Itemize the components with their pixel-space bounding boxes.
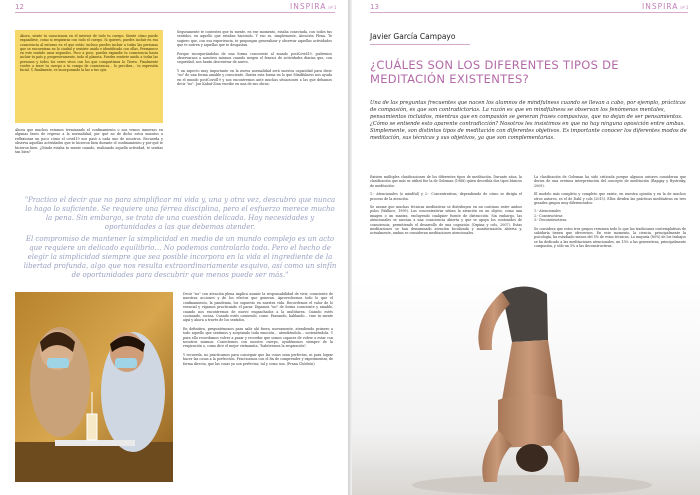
left-col3-paragraph-3: Y recuerda, no practicamos para conseguir que las cosas sean perfectas, ni para lograr hacer las cosas a la perfección. Practicamos con el fin de comprender y experimentar, de forma directa, que las cosas ya son perfectas, tal y como son. (Prana Chödrön)	[183, 352, 333, 366]
right-page-number: 13	[370, 3, 379, 11]
right-col1-paragraph-1: Existen múltiples clasificaciones de los diferentes tipos de meditación. Durante años, la clasificación que más se utilizó fue la de Goleman (1988) quien describía dos tipos básicos de meditación:	[370, 175, 522, 188]
sidebar-text: Ahora, siente tu consciencia en el interior de todo tu cuerpo. Siente cómo puede expandirse, como si respiraras con todo el cuerpo. Si quieres, puedes incluir en esa consciencia al entorno en el que estás: incluso puedes incluir a todas las personas que se encuentran en la ciudad y sentirte unido e identificado con ellas. Permanece en este sentido unos segundos. Poco a poco, puedes expandir tu consciencia hasta incluir tu país y, progresivamente, todo el planeta. Puedes sentirte unido a todas las personas y todos los seres vivos con los que compartimos la Tierra. Finalmente vuelve a traer tu cuerpo a tu campo de consciencia… lo percibes… tu expresión facial. Y, finalmente, ve incorporando la luz a tus ojos.	[20, 34, 158, 73]
right-header-rule	[370, 12, 688, 13]
right-magazine-name: INSPIRA	[642, 2, 679, 11]
right-magazine-header	[642, 2, 689, 11]
yoga-headstand-photo	[352, 280, 700, 495]
right-col1-paragraph-3: Se asume que muchas técnicas meditativas se distribuyen en un continuo entre ambos polos (Wallace, 1999). Las concentrativas sitúan la atención en un objeto, como una imagen o un mantra, excluyendo cualquier fuente de distracción. Sin embargo, las atencionales se asocian a una consciencia abierta y que se apoya los contenidos de consciencia, permitiendo el desarrollo de una cognición (Ospina y cols, 2007). Estas meditaciones se han denominado atención focalizada y monitorización abierta y, actualmente, ambas se consideran meditaciones atencionales.	[370, 205, 522, 236]
article-lead: Una de las preguntas frecuentes que nacen los alumnos de mindfulness cuando se llevan a cabo, por ejemplo, prácticas de compasión, es que son contradictorias. La razón es que en mindfulness se observan los fenómenos mentales, pensamientos incluidos, mientras que en compasión se generan frases compasivas, que no dejan de ser pensamientos. ¿Cómo se entiende esto aparente contradicción? Nosotros les insistimos en que no hay ninguna oposición entre ambas. Simplemente, son distintos tipos de meditación con diferentes objetivos. Es importante conocer los diferentes modos de meditación, sus técnicas y sus objetivos, ya que son complementarias.	[370, 100, 687, 141]
quote-paragraph-1: "Practico el decir que no para simplificar mi vida y, una y otra vez, descubro que nunca lo hago lo suficiente. Se requiere una férrea disciplina, pero el esfuerzo merece mucho la pena. Sin embargo, se trata de una cuestión delicada. Hay necesidades y oportunidades a las que debemos atender.	[24, 196, 336, 231]
pull-quote	[22, 196, 338, 283]
left-magazine-name: INSPIRA	[290, 2, 327, 11]
left-col3-paragraph-1: Decir "no" con atención plena implica asumir la responsabilidad de vivir, consciente de nuestras acciones y de los efectos que generan. Aprovechemos todo lo que el confinamiento, la pandemia, los supuesto en nuestra vida. Recordemos el valor de lo esencial y vigamos practicando el parar. Digamos "no" de forma consciente y amable, cuando nos encontremos de nuevo enganchados a la multitarea. Cuando estés cocinando, cocina. Cuando estés comiendo, come. Paseando, hablando… trae tu mente aquí y ahora a través de los sentidos.	[183, 292, 333, 323]
couple-masks-photo	[15, 292, 173, 482]
left-magazine-header	[290, 2, 337, 11]
article-title: ¿CUÁLES SON LOS DIFERENTES TIPOS DE MEDITACIÓN EXISTENTES?	[370, 58, 619, 86]
left-col1-paragraph: Ahora que muchos estamos terminando el confinamiento o nos vemos inmersos en algunas fases de regreso a la normalidad, por qué no de dicho estos minutos a reflexionar un poco cómo el covid19 nos pasó a cada uno de nosotros. Recuerda y observa aquellas actividades que te hicieron bien durante el confinamiento y por qué te hicieron bien. ¿Dónde estaba tu mente cuando, realizando aquella actividad, te sentías tan bien?	[15, 128, 163, 155]
left-page-number: 12	[15, 3, 24, 11]
right-col2-paragraph-2: El modelo más completo y completo que existe, en nuestra opinión y en la de muchos otros autores, es el de Dahl y cols (2015). Ellos dividen las prácticas meditativas en tres grandes grupos muy diferenciados:	[534, 192, 686, 206]
left-page	[0, 0, 348, 495]
quote-paragraph-2: El compromiso de mantener la simplicidad en medio de un mundo complejo es un acto que requiere un delicado equilibrio… No podemos controlarlo todo. Pero el hecho de elegir la simplicidad siempre que sea posible incorpora en la vida el ingrediente de la libertad profunda, algo que nos resulta extraordinariamente esquivo, así como un sinfín de oportunidades para descubrir que menos puede ser más."	[23, 235, 337, 279]
left-col2-paragraph-3: Y un aspecto muy importante en la nueva normalidad será nuestra capacidad para decir "no" de una forma amable y consciente. Ilustra esta forma en lo que Mindfulness nos ayuda en el mundo postCovid19 y nos encontremos ante muchas situaciones a las que debamos decir "no". Jon Kabat-Zinn escribe en una de sus obras:	[177, 68, 332, 87]
sidebar-meditation-box	[15, 30, 163, 123]
left-issue: nº 1	[328, 5, 337, 10]
right-col1-paragraph-2: 1.- Atencionales (o mindful) y 2.- Concentrativas, dependiendo de cómo se dirigía el proceso de la atención.	[370, 192, 522, 201]
right-col2-list: 1.- Atencionales 2.- Constructivas 3.- Deconstructivas.	[534, 209, 568, 223]
right-column-1	[370, 175, 522, 280]
left-header-rule	[15, 12, 335, 13]
left-column-1	[15, 128, 163, 190]
right-col2-paragraph-3: Se considera que estos tres grupos resumen todo lo que las tradiciones contemplativas de sabiduría tienen que ofrecernos. En este momento, la ciencia, principalmente la psicología, ha estudiado menos del 5% de estas técnicas. La mayoría (80%) de los trabajos se ha dedicado a las meditaciones atencionales, un 15% a las generativas, principalmente compasión, y sólo un 5% a las deconstructivas.	[534, 226, 686, 249]
left-col2-paragraph-2: Porque incorporándolas de una forma consciente al mundo postCovid19, podremos observarnos a nosotros mismos cuando surgen el fenesci de actividades diarias que, con seguridad, nos harán descentrar de nuevo.	[177, 51, 332, 65]
left-col3-paragraph-2: En definitiva, preguntémonos para salir ahí fuera, nuevamente, atendiendo primero a todo aquello que sentimos y aceptando toda emoción… atendiéndola… sosteniéndola. Y para ello recordamos volver a parar y recordar que somos capaces de volver a estar con nosotros mismos. Conectemos con nuestro cuerpo, ayudémonos siempre de la respiración o, como dice el mejor vietnamita, "habiteemos la respiración".	[183, 326, 333, 349]
right-column-2	[534, 175, 686, 280]
left-col2-paragraph-1: Seguramente te contestes que tu mente, en ese momento, estaba conectada, con todos tus sentidos, en aquello que estabas haciendo. Y eso es, simplemente, Atención Plena. Te sugiero que, con esa experiencia, te propongas generalizar y observar aquellas actividades que te nutren y aquellas que te desgastan.	[177, 30, 332, 48]
right-page	[352, 0, 700, 495]
author-rule	[370, 44, 470, 45]
author-name: Javier García Campayo	[370, 32, 456, 41]
left-column-2	[177, 30, 332, 190]
right-issue: nº 1	[680, 5, 689, 10]
right-col2-paragraph-1: La clasificación de Goleman ha sido criticada porque algunos autores consideran que deriva de una errónea interpretación del concepto de meditación (Rapgay y Bystrisky, 2009).	[534, 175, 686, 188]
left-column-3	[183, 292, 333, 487]
